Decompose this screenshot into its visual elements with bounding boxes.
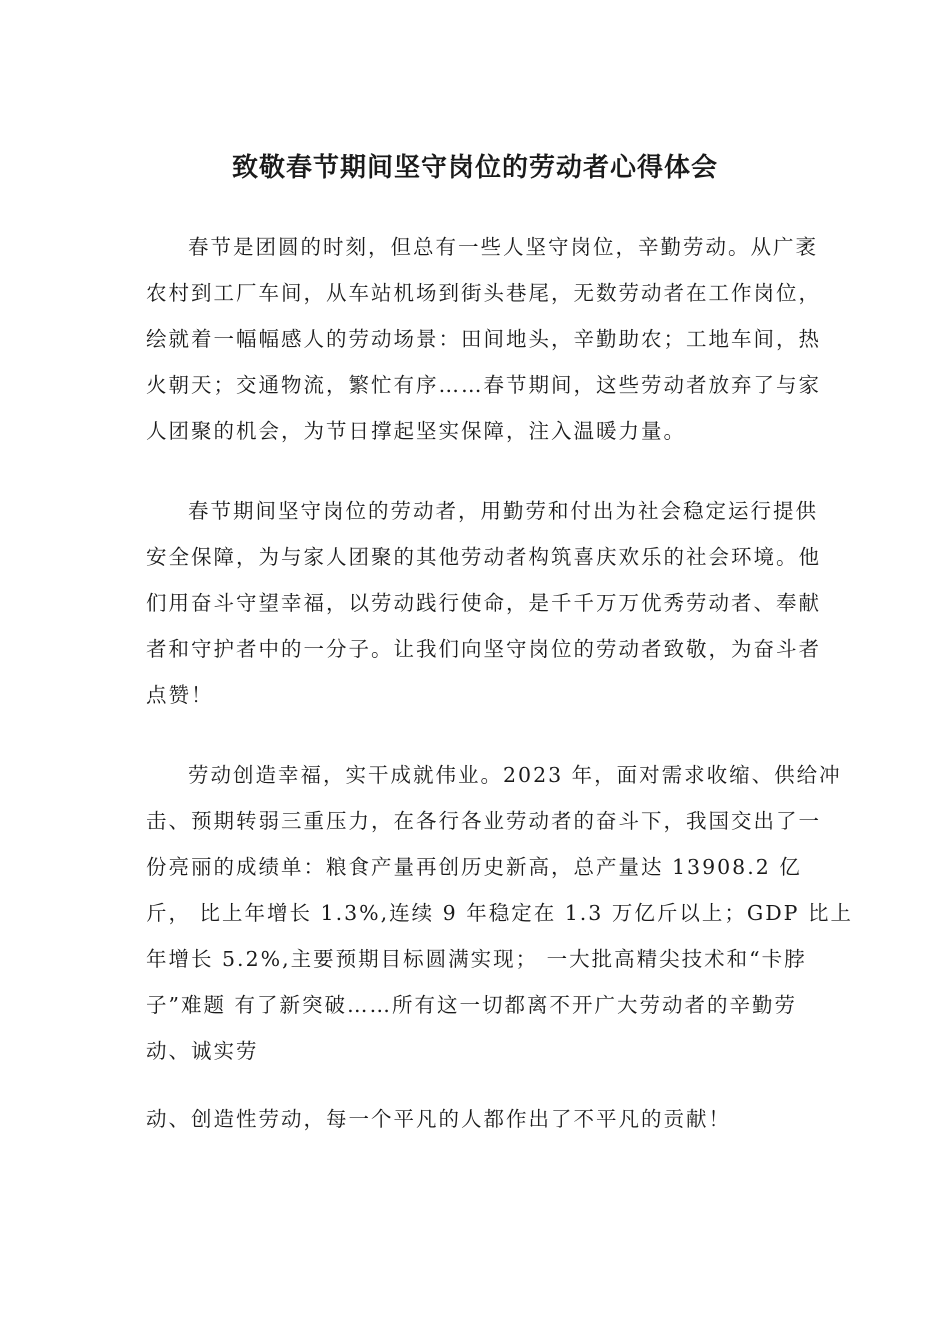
paragraph-line: 绘就着一幅幅感人的劳动场景：田间地头，辛勤助农；工地车间，热 xyxy=(146,327,821,351)
paragraph-line: 春节是团圆的时刻，但总有一些人坚守岗位，辛勤劳动。从广袤 xyxy=(188,235,818,259)
paragraph-line: 点赞！ xyxy=(146,683,214,707)
paragraph-line: 动、诚实劳 xyxy=(146,1039,259,1063)
paragraph-3 xyxy=(146,752,853,1074)
paragraph-line: 子”难题 有了新突破……所有这一切都离不开广大劳动者的辛勤劳 xyxy=(146,993,797,1017)
paragraph-line: 斤， 比上年增长 1.3%,连续 9 年稳定在 1.3 万亿斤以上；GDP 比上 xyxy=(146,901,853,925)
paragraph-line: 劳动创造幸福，实干成就伟业。2023 年，面对需求收缩、供给冲 xyxy=(188,763,842,787)
paragraph-line: 安全保障，为与家人团聚的其他劳动者构筑喜庆欢乐的社会环境。他 xyxy=(146,545,821,569)
paragraph-line: 们用奋斗守望幸福，以劳动践行使命，是千千万万优秀劳动者、奉献 xyxy=(146,591,821,615)
paragraph-line: 火朝天；交通物流，繁忙有序……春节期间，这些劳动者放弃了与家 xyxy=(146,373,821,397)
paragraph-line: 份亮丽的成绩单：粮食产量再创历史新高，总产量达 13908.2 亿 xyxy=(146,855,802,879)
paragraph-line: 春节期间坚守岗位的劳动者，用勤劳和付出为社会稳定运行提供 xyxy=(188,499,818,523)
paragraph-2 xyxy=(146,488,821,718)
paragraph-1 xyxy=(146,224,821,454)
paragraph-line: 动、创造性劳动，每一个平凡的人都作出了不平凡的贡献！ xyxy=(146,1107,731,1131)
paragraph-line: 人团聚的机会，为节日撑起坚实保障，注入温暖力量。 xyxy=(146,419,686,443)
paragraph-line: 农村到工厂车间，从车站机场到街头巷尾，无数劳动者在工作岗位， xyxy=(146,281,821,305)
document-title: 致敬春节期间坚守岗位的劳动者心得体会 xyxy=(231,153,718,183)
paragraph-line: 击、预期转弱三重压力，在各行各业劳动者的奋斗下，我国交出了一 xyxy=(146,809,821,833)
paragraph-line: 者和守护者中的一分子。让我们向坚守岗位的劳动者致敬，为奋斗者 xyxy=(146,637,821,661)
paragraph-4 xyxy=(146,1096,812,1142)
paragraph-line: 年增长 5.2%,主要预期目标圆满实现； 一大批高精尖技术和“卡脖 xyxy=(146,947,807,971)
